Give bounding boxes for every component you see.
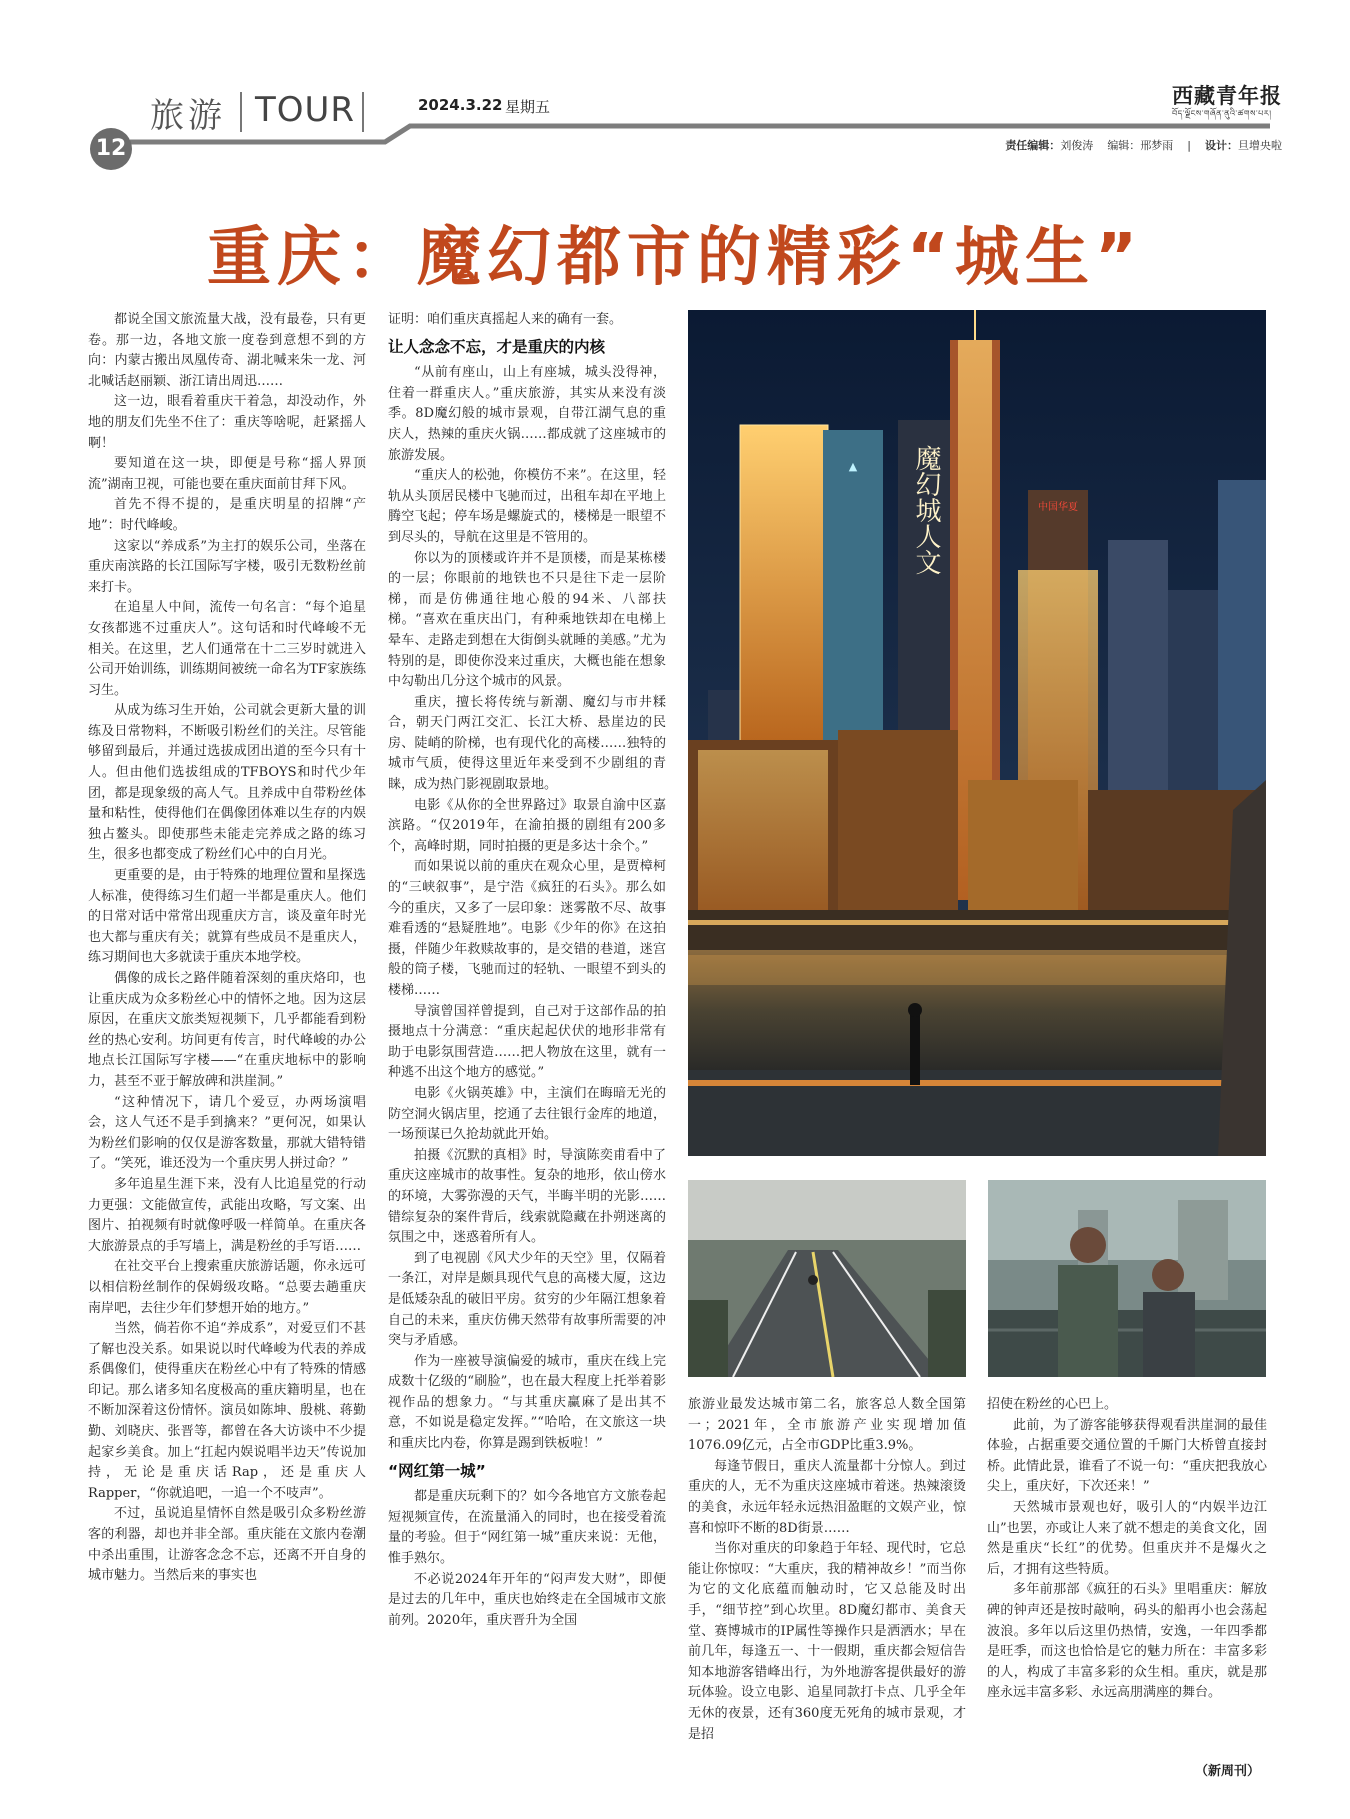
bank-sign-text: 中国华夏 [1038,502,1078,513]
subheading: “网红第一城” [388,1461,486,1480]
film-still-photo [988,1180,1266,1377]
paragraph: 在社交平台上搜索重庆旅游话题，你永远可以相信粉丝制作的保姆级攻略。“总要去趟重庆南岸吧，去往少年们梦想开始的地方。” [88,1259,366,1316]
paragraph: 当你对重庆的印象趋于年轻、现代时，它总能让你惊叹：“大重庆，我的精神故乡！”而当你为它的文化底蕴而触动时，它又总能及时出手，“细节控”到心坎里。8D魔幻都市、美食天堂、赛博城市的IP属性等操作只是洒洒水；早在前几年，每逢五一、十一假期，重庆都会短信告知本地游客错峰出行，为外地游客提供最好的游玩体验。设立电影、追星同款打卡点、几乎全年无休的夜景，还有360度无死角的城市景观，才是招 [688,1541,966,1742]
hilly-road-photo [688,1180,966,1377]
article-source: （新周刊） [1194,1764,1260,1779]
paragraph: 你以为的顶楼或许并不是顶楼，而是某栋楼的一层；你眼前的地铁也不只是往下走一层阶梯，而是仿佛通往地心般的94米、八部扶梯。“喜欢在重庆出门，有种乘地铁却在电梯上晕车、走路走到想在大街倒头就睡的美感。”尤为特别的是，即使你没来过重庆，大概也能在想象中勾勒出几分这个城市的风景。 [388,550,666,690]
paragraph: 招使在粉丝的心巴上。 [987,1397,1118,1412]
paragraph: 要知道在这一块，即便是号称“摇人界顶流”湖南卫视，可能也要在重庆面前甘拜下风。 [88,456,366,492]
page-number-badge: 12 [90,128,132,170]
paragraph: 证明：咱们重庆真摇起人来的确有一套。 [388,312,623,327]
paragraph: 这一边，眼看着重庆干着急，却没动作，外地的朋友们先坐不住了：重庆等啥呢，赶紧摇人啊！ [88,394,366,451]
paragraph: “重庆人的松弛，你模仿不来”。在这里，轻轨从头顶居民楼中飞驰而过，出租车却在平地上腾空飞起；停车场是螺旋式的，楼梯是一眼望不到尽头的，导航在这里是不管用的。 [388,468,666,545]
paragraph: 在追星人中间，流传一句名言：“每个追星女孩都逃不过重庆人”。这句话和时代峰峻不无相关。在这里，艺人们通常在十二三岁时就进入公司开始训练，训练期间被统一命名为TF家族练习生。 [88,600,366,698]
paragraph: 不必说2024年开年的“闷声发大财”，即便是过去的几年中，重庆也始终走在全国城市文旅前列。2020年，重庆晋升为全国 [388,1571,666,1628]
paragraph: 多年前那部《疯狂的石头》里唱重庆：解放碑的钟声还是按时敲响，码头的船再小也会荡起波浪。多年以后这里仍热情，安逸，一年四季都是旺季，而这也恰恰是它的魅力所在：丰富多彩的人，构成了丰富多彩的众生相。重庆，就是那座永远丰富多彩、永远高朋满座的舞台。 [987,1582,1267,1701]
paragraph: 都说全国文旅流量大战，没有最卷，只有更卷。那一边，各地文旅一度卷到意想不到的方向：内蒙古搬出凤凰传奇、湖北喊来朱一龙、河北喊话赵丽颖、浙江请出周迅…… [88,312,366,389]
paragraph: 电影《从你的全世界路过》取景自渝中区嘉滨路。“仅2019年，在渝拍摄的剧组有200多个，高峰时期，同时拍摄的更是多达十余个。” [388,797,666,854]
issue-weekday: 星期五 [505,98,551,116]
paragraph: 到了电视剧《风犬少年的天空》里，仅隔着一条江，对岸是颇具现代气息的高楼大厦，这边是低矮杂乱的破旧平房。贫穷的少年隔江想象着自己的未来，重庆仿佛天然带有故事所需要的冲突与矛盾感。 [388,1250,666,1349]
subheading: 让人念念不忘，才是重庆的内核 [388,337,606,356]
tower-sign-text: 魔幻城人文 [911,445,941,575]
paragraph: 更重要的是，由于特殊的地理位置和星探选人标准，使得练习生们超一半都是重庆人。他们的日常对话中常常出现重庆方言，谈及童年时光也大都与重庆有关；就算有些成员不是重庆人，练习期间也大多就读于重庆本地学校。 [88,868,366,966]
paragraph: 这家以“养成系”为主打的娱乐公司，坐落在重庆南滨路的长江国际写字楼，吸引无数粉丝前来打卡。 [88,538,366,595]
issue-date: 2024.3.22 [418,96,503,114]
paragraph: 电影《火锅英雄》中，主演们在晦暗无光的防空洞火锅店里，挖通了去往银行金库的地道，一场预谋已久抢劫就此开始。 [388,1085,666,1143]
paragraph: 都是重庆玩剩下的？如今各地官方文旅卷起短视频宣传，在流量涌入的同时，也在接受着流量的考验。但于“网红第一城”重庆来说：无他，惟手熟尔。 [388,1489,666,1567]
paragraph: 而如果说以前的重庆在观众心里，是贾樟柯的“三峡叙事”，是宁浩《疯狂的石头》。那么如今的重庆，又多了一层印象：迷雾散不尽、故事难看透的“悬疑胜地”。电影《少年的你》在这拍摄，伴随少年救赎故事的，是交错的巷道，迷宫般的筒子楼，飞驰而过的轻轨、一眼望不到头的楼梯…… [388,859,666,998]
paragraph: 多年追星生涯下来，没有人比追星党的行动力更强：文能做宣传，武能出攻略，写文案、出图片、拍视频有时就像呼吸一样简单。在重庆各大旅游景点的手写墙上，满是粉丝的手写语…… [88,1176,366,1254]
paragraph: 拍摄《沉默的真相》时，导演陈奕甫看中了重庆这座城市的故事性。复杂的地形，依山傍水的环境，大雾弥漫的天气，半晦半明的光影……错综复杂的案件背后，线索就隐藏在扑朔迷离的氛围之中，迷惑着所有人。 [388,1147,666,1246]
tower-logo-text: ▲ [848,460,858,473]
article-headline: 重庆：魔幻都市的精彩“城生” [206,221,1144,295]
article-column-3 [688,1395,966,1750]
paragraph: 天然城市景观也好，吸引人的“内娱半边江山”也罢，亦或让人来了就不想走的美食文化，固然是重庆“长红”的优势。但重庆并不是爆火之后，才拥有这些特质。 [987,1499,1267,1577]
copy-editor-label: 编辑： [1107,139,1141,152]
paragraph: 重庆，擅长将传统与新潮、魔幻与市井糅合，朝天门两江交汇、长江大桥、悬崖边的民房、陡峭的阶梯，也有现代化的高楼……独特的城市气质，使得这里近年来受到不少剧组的青睐，成为热门影视剧取景地。 [388,694,666,793]
article-column-4 [987,1395,1267,1750]
section-label-en: TOUR [255,90,356,130]
paragraph: 导演曾国祥曾提到，自己对于这部作品的拍摄地点十分满意：“重庆起起伏伏的地形非常有助于电影氛围营造……把人物放在这里，就有一种逃不出这个地方的感觉。” [388,1003,666,1081]
designer-label: 设计： [1205,139,1238,152]
editor-label: 责任编辑： [1005,139,1061,152]
newspaper-masthead-tibetan: བོད་ལྗོངས་གཞོན་ནུའི་ཚགས་པར། [1172,109,1272,118]
credits-line: 责任编辑：刘俊涛 编辑：邢梦雨 | 设计：旦增央啦 [1005,139,1282,152]
paragraph: 不过，虽说追星情怀自然是吸引众多粉丝游客的利器，却也并非全部。重庆能在文旅内卷潮中杀出重围，让游客念念不忘，还离不开自身的城市魅力。当然后来的事实也 [88,1506,366,1584]
paragraph: “这种情况下，请几个爱豆，办两场演唱会，这人气还不是手到擒来？”更何况，如果认为粉丝们影响的仅仅是游客数量，那就大错特错了。“笑死，谁还没为一个重庆男人拼过命？” [88,1094,366,1172]
newspaper-masthead: 西藏青年报 [1172,83,1282,108]
copy-editor-name: 邢梦雨 [1140,139,1174,152]
paragraph: 作为一座被导演偏爱的城市，重庆在线上完成数十亿级的“刷脸”，也在最大程度上托举着影视作品的想象力。“与其重庆赢麻了是出其不意，不如说是稳定发挥。”“哈哈，在文旅这一块和重庆比内卷，你算是踢到铁板啦！” [388,1353,666,1452]
designer-name: 旦增央啦 [1238,139,1282,152]
paragraph: 当然，倘若你不追“养成系”，对爱豆们不甚了解也没关系。如果说以时代峰峻为代表的养成系偶像们，使得重庆在粉丝心中有了特殊的情感印记。那么诸多知名度极高的重庆籍明星，也在不断加深着这份情怀。演员如陈坤、殷桃、蒋勤勤、刘晓庆、张晋等，都曾在各大访谈中不少提起家乡美食。加上“扛起内娱说唱半边天”传说加持，无论是重庆话Rap，还是重庆人Rapper，“你就追吧，一追一个不吱声”。 [88,1321,366,1501]
editor-name: 刘俊涛 [1060,139,1094,152]
section-label-cn: 旅游 [150,96,226,136]
article-column-2 [388,310,666,1750]
paragraph: 首先不得不提的，是重庆明星的招牌“产地”：时代峰峻。 [88,497,366,533]
paragraph: 偶像的成长之路伴随着深刻的重庆烙印，也让重庆成为众多粉丝心中的情怀之地。因为这层原因，在重庆文旅类短视频下，几乎都能看到粉丝的热心安利。坊间更有传言，时代峰峻的办公地点长江国际写字楼——“在重庆地标中的影响力，甚至不亚于解放碑和洪崖洞。” [88,971,366,1089]
paragraph: 旅游业最发达城市第二名，旅客总人数全国第一；2021年，全市旅游产业实现增加值1076.09亿元，占全市GDP比重3.9%。 [688,1397,966,1454]
paragraph: 此前，为了游客能够获得观看洪崖洞的最佳体验，占据重要交通位置的千厮门大桥曾直接封桥。此情此景，谁看了不说一句：“重庆把我放心尖上，重庆好，下次还来！” [987,1417,1267,1495]
paragraph: 从成为练习生开始，公司就会更新大量的训练及日常物料，不断吸引粉丝们的关注。尽管能够留到最后，并通过选拔成团出道的至今只有十人。但由他们选拔组成的TFBOYS和时代少年团，都是现象级的高人气。且养成中自带粉丝体量和粘性，使得他们在偶像团体难以生存的内娱独占鳌头。即使那些未能走完养成之路的练习生，很多也都变成了粉丝们心中的白月光。 [88,703,366,863]
article-column-1 [88,310,366,1750]
paragraph: 每逢节假日，重庆人流量都十分惊人。到过重庆的人，无不为重庆这座城市着迷。热辣滚烫的美食，永远年轻永远热泪盈眶的文娱产业，惊喜和惊吓不断的8D街景…… [688,1458,966,1536]
paragraph: “从前有座山，山上有座城，城头没得神，住着一群重庆人。”重庆旅游，其实从来没有淡季。8D魔幻般的城市景观，自带江湖气息的重庆人，热辣的重庆火锅……都成就了这座城市的旅游发展。 [388,365,666,463]
skyline-night-photo [688,310,1266,1156]
